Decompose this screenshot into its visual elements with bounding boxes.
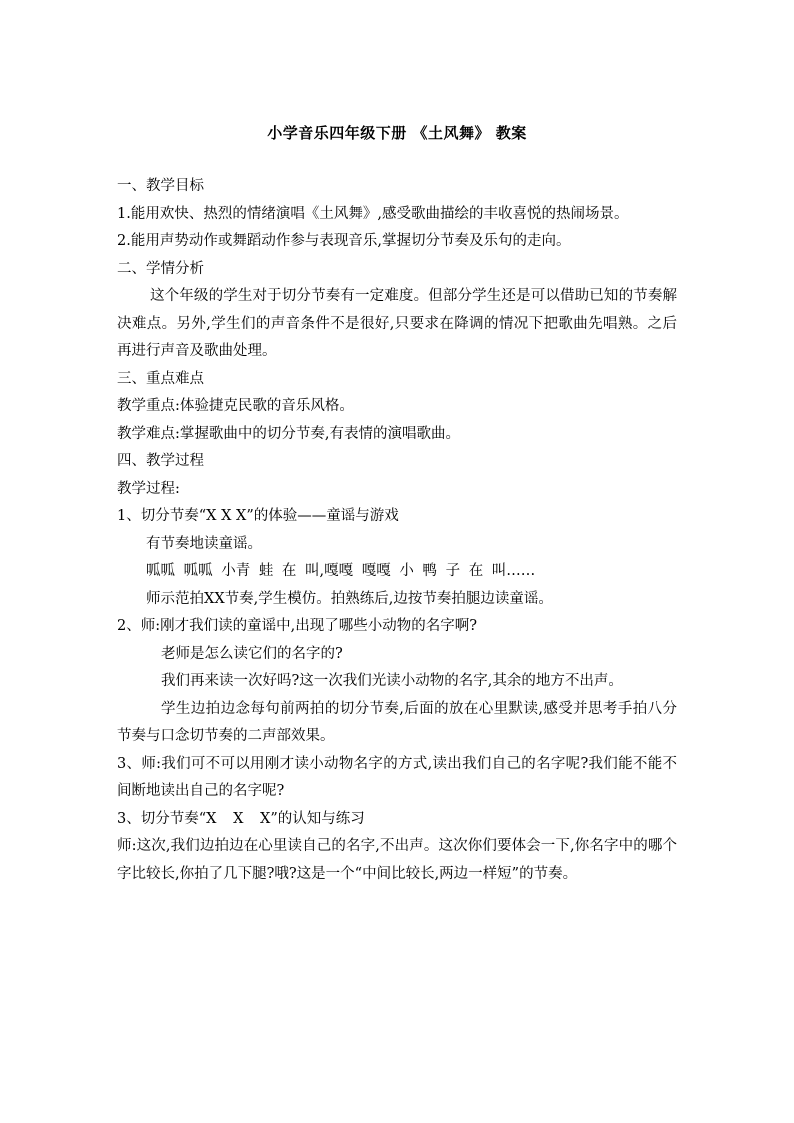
section-heading-process: 四、教学过程: [117, 453, 204, 469]
step-2-line-a: 老师是怎么读它们的名字的?: [161, 645, 343, 662]
process-label: 教学过程:: [117, 480, 180, 497]
section-heading-goals: 一、教学目标: [117, 178, 204, 194]
document-title: 小学音乐四年级下册 《土风舞》 教案: [267, 124, 527, 142]
step-2-paragraph: 学生边拍边念每句前两拍的切分节奏,后面的放在心里默读,感受并思考手拍八分节奏与口念切节奏的二声部效果。: [117, 700, 677, 744]
section-heading-key-points: 三、重点难点: [117, 370, 204, 387]
step-3-paragraph: 3、师:我们可不可以用刚才读小动物名字的方式,读出我们自己的名字呢?我们能不能不间断地读出自己的名字呢?: [117, 755, 677, 799]
key-point-difficulty: 教学难点:掌握歌曲中的切分节奏,有表情的演唱歌曲。: [117, 425, 460, 442]
goal-item-1: 1.能用欢快、热烈的情绪演唱《土风舞》,感受歌曲描绘的丰收喜悦的热闹场景。: [117, 205, 629, 222]
step-1-line-a: 有节奏地读童谣。: [146, 535, 262, 552]
goal-item-2: 2.能用声势动作或舞蹈动作参与表现音乐,掌握切分节奏及乐句的走向。: [117, 233, 571, 249]
step-1-rhyme: 呱呱 呱呱 小青 蛙 在 叫,嘎嘎 嘎嘎 小 鸭 子 在 叫……: [146, 563, 536, 579]
step-4-heading: 3、切分节奏“X X X”的认知与练习: [117, 810, 365, 827]
step-1-heading: 1、切分节奏“X X X”的体验——童谣与游戏: [117, 508, 399, 524]
step-2-line-b: 我们再来读一次好吗?这一次我们光读小动物的名字,其余的地方不出声。: [161, 673, 623, 689]
step-1-line-c: 师示范拍XX节奏,学生模仿。拍熟练后,边按节奏拍腿边读童谣。: [146, 590, 553, 607]
document-body: [117, 173, 677, 888]
key-point-focus: 教学重点:体验捷克民歌的音乐风格。: [117, 398, 354, 414]
step-4-paragraph: 师:这次,我们边拍边在心里读自己的名字,不出声。这次你们要体会一下,你名字中的哪个字比较长,你拍了几下腿?哦?这是一个“中间比较长,两边一样短”的节奏。: [117, 838, 677, 882]
section-heading-analysis: 二、学情分析: [117, 260, 204, 277]
step-2-heading: 2、师:刚才我们读的童谣中,出现了哪些小动物的名字啊?: [117, 618, 477, 634]
analysis-paragraph: 这个年级的学生对于切分节奏有一定难度。但部分学生还是可以借助已知的节奏解决难点。另外,学生们的声音条件不是很好,只要求在降调的情况下把歌曲先唱熟。之后再进行声音及歌曲处理。: [117, 288, 677, 359]
